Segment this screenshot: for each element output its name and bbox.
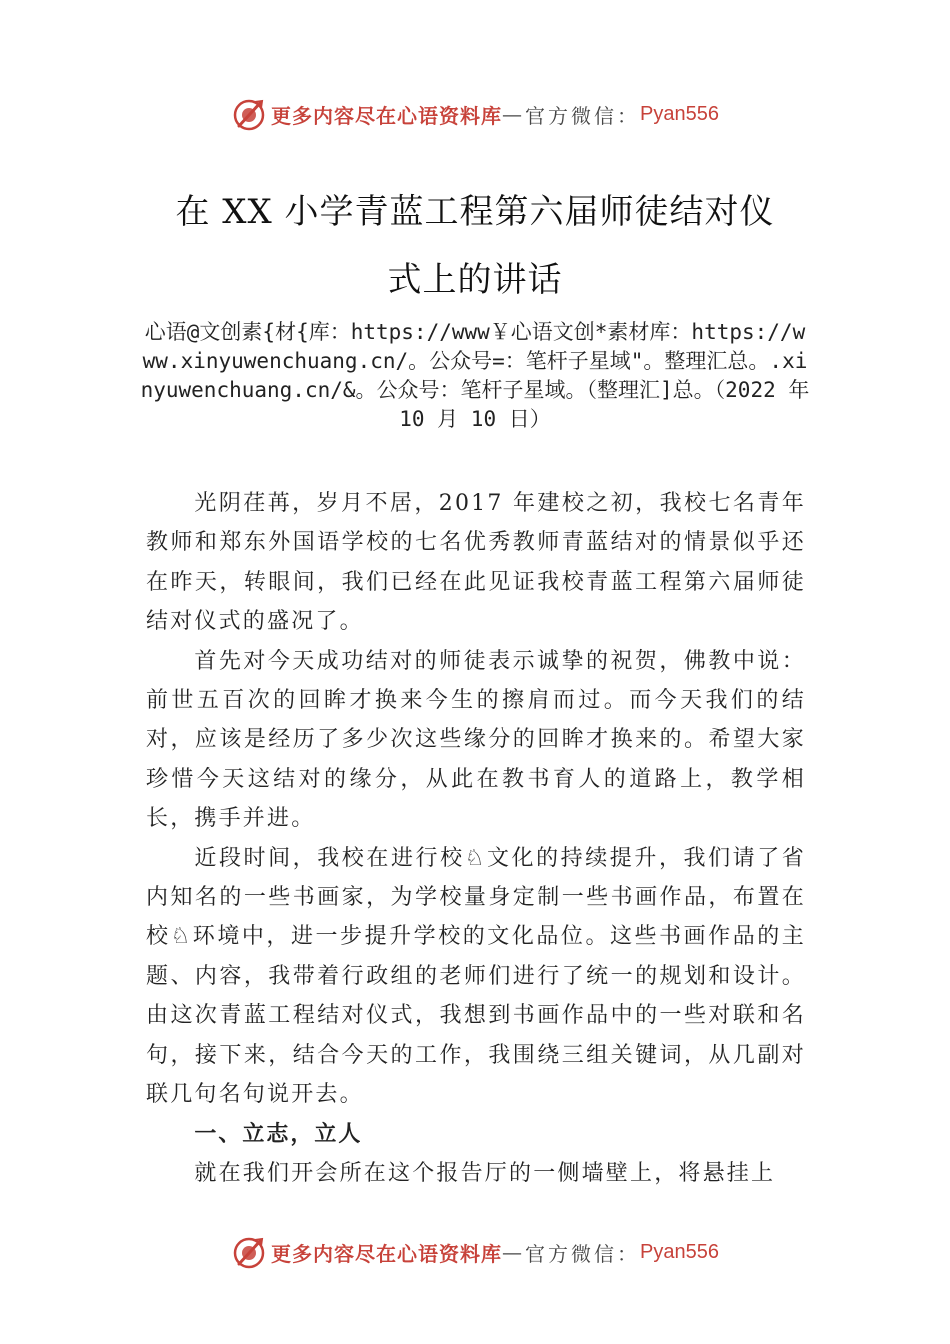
- document-title-line1: 在 XX 小学青蓝工程第六届师徒结对仪: [175, 192, 775, 232]
- section-heading-1: 一、立志，立人: [194, 1121, 363, 1147]
- banner-brand-text: 更多内容尽在心语资料库: [271, 103, 503, 128]
- banner-wechat-id: Pyan556: [640, 1240, 719, 1263]
- body-paragraph-2: 首先对今天成功结对的师徒表示诚挚的祝贺，佛教中说：前世五百次的回眸才换来今生的擦肩而过。而今天我们的结对，应该是经历了多少次这些缘分的回眸才换来的。希望大家珍惜今天这结对的缘分，从此在教书育人的道路上，教学相长，携手并进。: [146, 648, 806, 832]
- body-paragraph-3: 近段时间，我校在进行校♘文化的持续提升，我们请了省内知名的一些书画家，为学校量身定制一些书画作品，布置在校♘环境中，进一步提升学校的文化品位。这些书画作品的主题、内容，我带着行政组的老师们进行了统一的规划和设计。由这次青蓝工程结对仪式，我想到书画作品中的一些对联和名句，接下来，结合今天的工作，我围绕三组关键词，从几副对联几句名句说开去。: [146, 845, 806, 1108]
- brand-logo-icon: [231, 96, 267, 132]
- banner-wechat-label: 官方微信：: [525, 1241, 641, 1266]
- banner-dash: —: [502, 1240, 526, 1264]
- banner-dash: —: [502, 102, 526, 126]
- footer-banner: [0, 1230, 950, 1274]
- header-banner: [0, 92, 950, 136]
- brand-logo-icon: [231, 1234, 267, 1270]
- banner-wechat-id: Pyan556: [640, 102, 719, 125]
- banner-brand-text: 更多内容尽在心语资料库: [271, 1241, 503, 1266]
- body-paragraph-4: 就在我们开会所在这个报告厅的一侧墙壁上，将悬挂上: [194, 1160, 776, 1186]
- body-paragraph-1: 光阴荏苒，岁月不居，2017 年建校之初，我校七名青年教师和郑东外国语学校的七名优秀教师青蓝结对的情景似乎还在昨天，转眼间，我们已经在此见证我校青蓝工程第六届师徒结对仪式的盛况了。: [146, 491, 806, 635]
- source-metadata: 心语@文创素{材{库：https://www￥心语文创*素材库：https://www.xinyuwenchuang.cn/。公众号=：笔杆子星域"。整理汇总。.xinyuwenchuang.cn/&。公众号：笔杆子星域。（整理汇]总。（2022 年 10 月 10 日）: [140, 320, 810, 431]
- document-body: [146, 484, 806, 1193]
- document-title-line2: 式上的讲话: [387, 260, 563, 300]
- banner-wechat-label: 官方微信：: [525, 103, 641, 128]
